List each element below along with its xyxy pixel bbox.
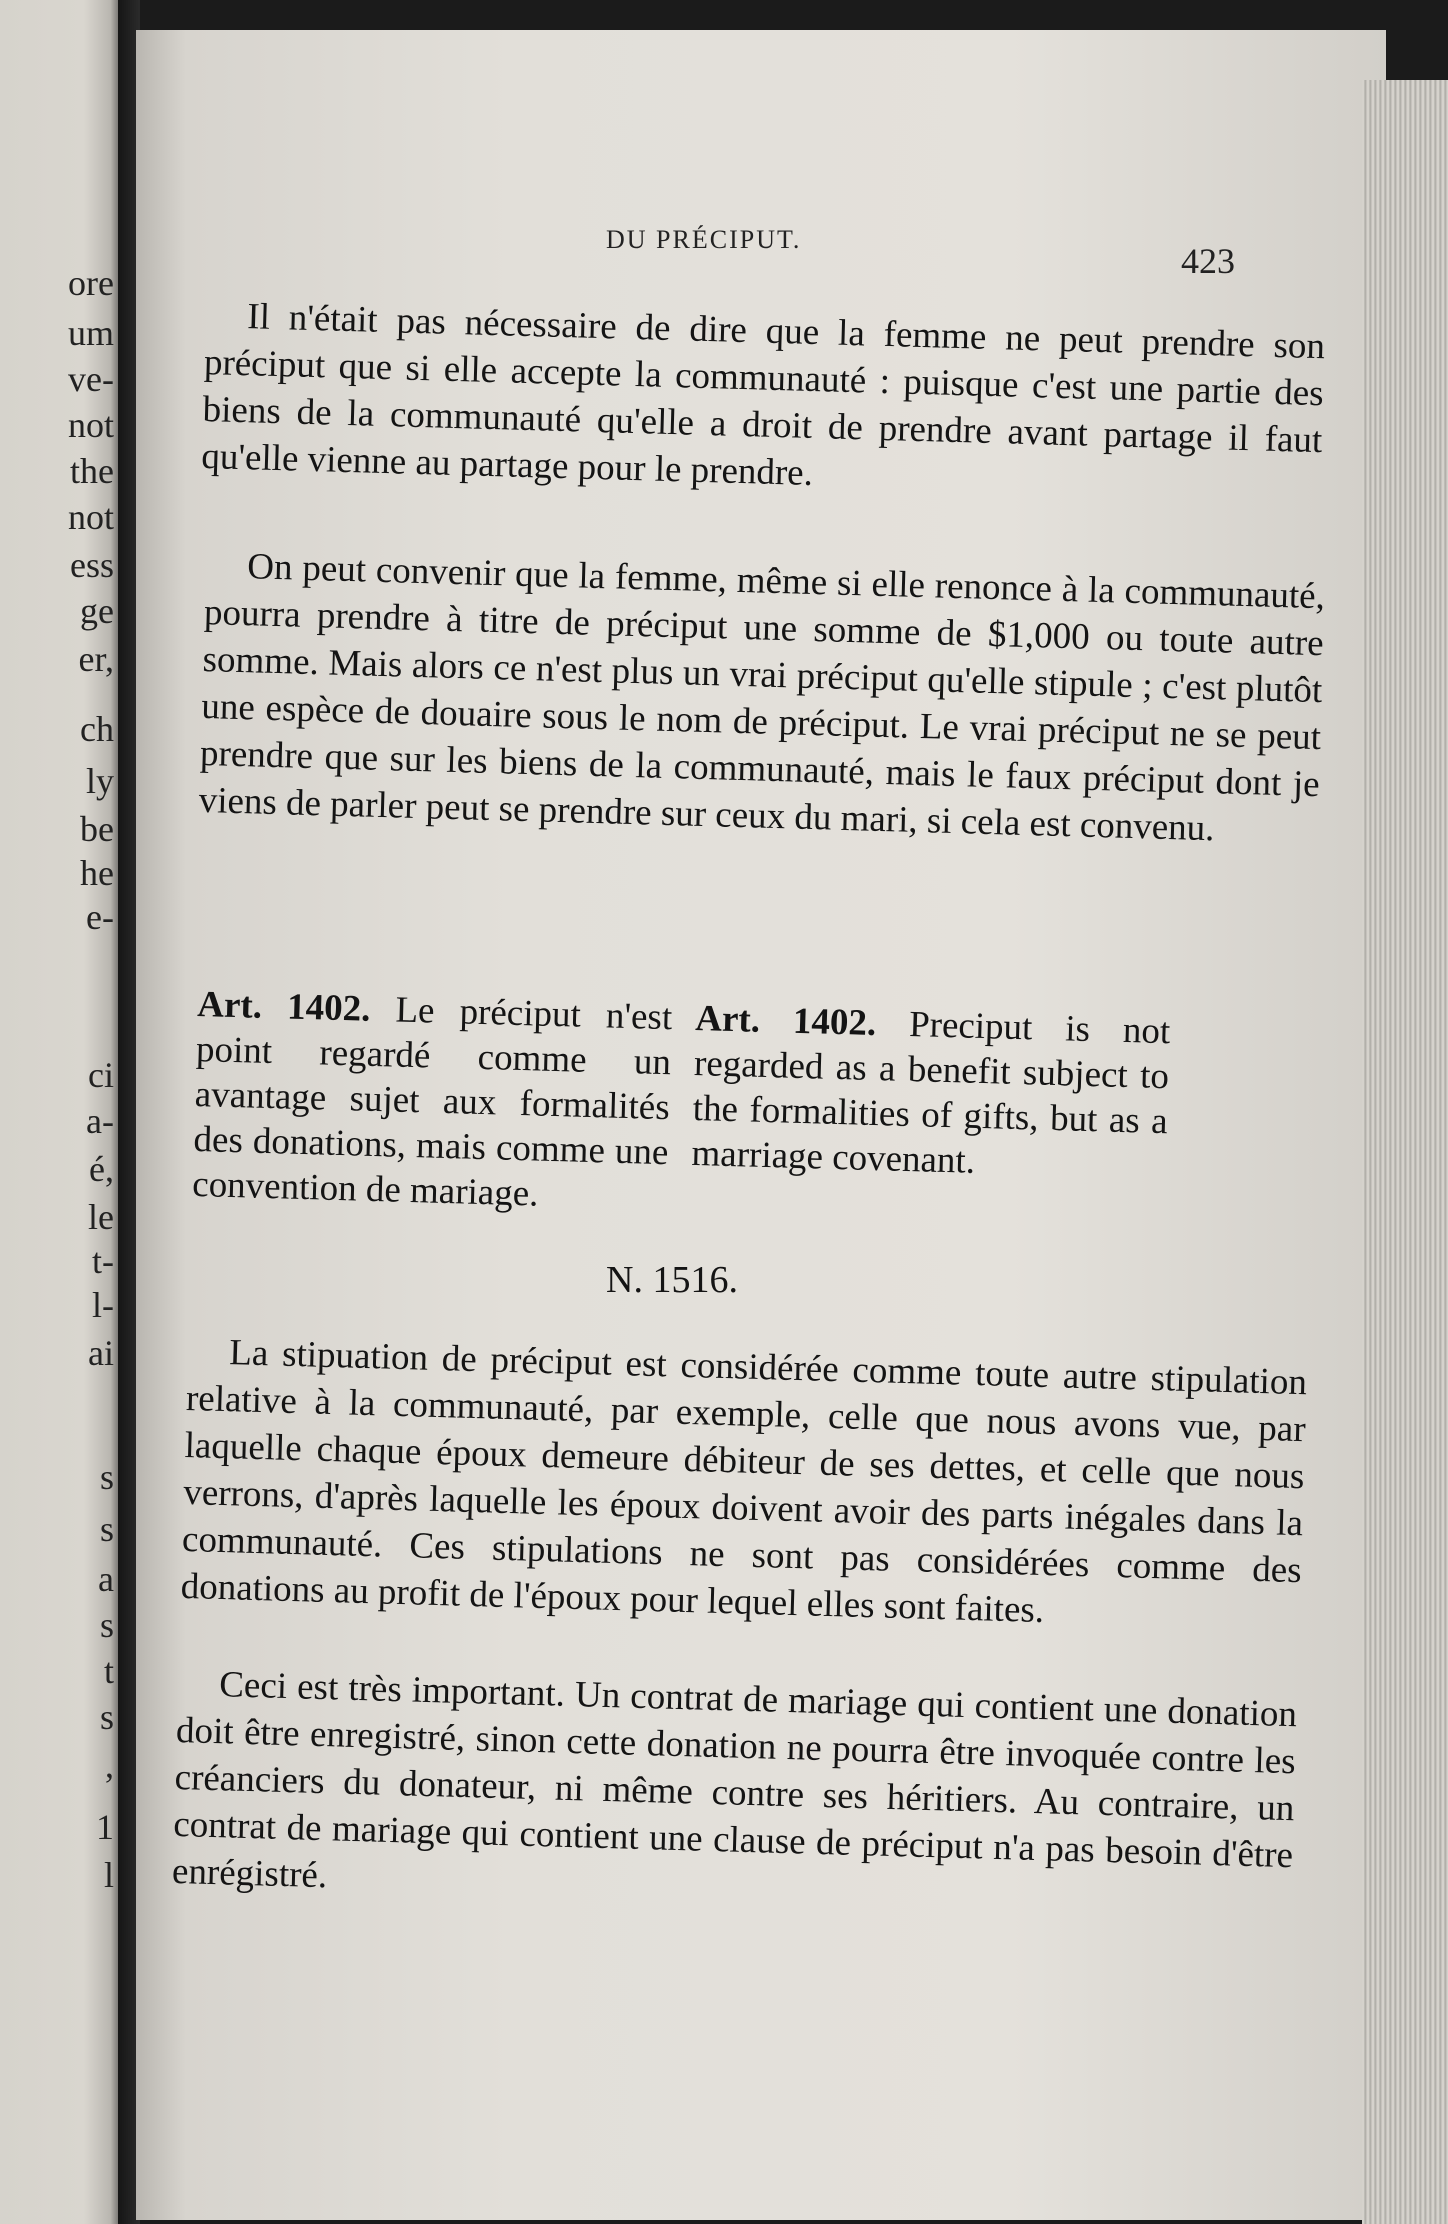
paragraph-1: Il n'était pas nécessaire de dire que la femme ne peut prendre son préciput que si elle accepte la communauté : puisque c'est une partie des biens de la communauté qu'elle a droit de prendre avant partage il faut qu'elle vienne au partage pour le prendre. xyxy=(200,296,1326,495)
paragraph-2: On peut convenir que la femme, même si elle renonce à la communauté, pourra prendre à titre de préciput une somme de $1,000 ou toute autre somme. Mais alors ce n'est plus un vrai préciput qu'elle stipule ; c'est plutôt une espèce de douaire sous le nom de préciput. Le vrai préciput ne se peut prendre que sur les biens de la communauté, mais le faux préciput dont je viens de parler peut se prendre sur ceux du mari, si cela est convenu. xyxy=(198,546,1326,850)
facing-page-fragment: t xyxy=(103,1651,114,1691)
article-french xyxy=(192,982,673,1220)
facing-page-fragment: ai xyxy=(88,1333,114,1373)
facing-page-fragment: ge xyxy=(80,591,114,631)
article-french-text: Le préciput n'est point regardé comme un avantage sujet aux formalités des donations, mais comme une convention de mariage. xyxy=(191,988,673,1215)
facing-page-fragment: he xyxy=(80,853,114,893)
article-english-ref: Art. 1402. xyxy=(694,997,877,1045)
facing-page-fragment: ore xyxy=(68,263,114,303)
facing-page-edge xyxy=(0,0,120,2224)
facing-page-fragment: er, xyxy=(78,639,114,679)
facing-page-fragment: a- xyxy=(86,1101,114,1141)
facing-page-fragment: l- xyxy=(92,1285,114,1325)
paragraph-3: La stipuation de préciput est considérée comme toute autre stipulation relative à la communauté, par exemple, celle que nous avons vue, par laquelle chaque époux demeure débiteur de ses dettes, et celle que nous verrons, d'après laquelle les époux doivent avoir des parts inégales dans la communauté. Ces stipulations ne sont pas considérées comme des donations au profit de l'époux pour lequel elles sont faites. xyxy=(180,1332,1308,1632)
facing-page-fragment: l xyxy=(103,1855,114,1895)
facing-page-fragment: s xyxy=(99,1457,114,1497)
facing-page-fragment: the xyxy=(70,451,114,491)
page-number: 423 xyxy=(1181,241,1235,281)
facing-page-fragment: 1 xyxy=(96,1807,114,1847)
facing-page-fragment: ch xyxy=(80,709,114,749)
facing-page-fragment: , xyxy=(105,1745,114,1785)
section-number: N. 1516. xyxy=(606,1259,738,1301)
facing-page-fragment: not xyxy=(67,405,114,445)
facing-page-fragment: e- xyxy=(86,897,114,937)
facing-page-fragment: é, xyxy=(89,1149,114,1189)
facing-page-fragment: s xyxy=(99,1605,114,1645)
facing-page-fragment: s xyxy=(99,1509,114,1549)
facing-page-fragment: be xyxy=(80,809,114,849)
facing-page-fragment: le xyxy=(88,1197,114,1237)
book-page xyxy=(136,30,1386,2220)
article-english-text: Preciput is not regarded as a benefit subject to the formalities of gifts, but as a marriage covenant. xyxy=(691,1003,1171,1182)
article-english xyxy=(691,996,1171,1189)
facing-page-fragment: s xyxy=(99,1697,114,1737)
facing-page-fragment: ci xyxy=(88,1055,114,1095)
facing-page-fragment: t- xyxy=(92,1241,114,1281)
facing-page-fragment: a xyxy=(98,1559,114,1599)
facing-page-fragment: ly xyxy=(85,761,114,801)
paragraph-4: Ceci est très important. Un contrat de mariage qui contient une donation doit être enregistré, sinon cette donation ne pourra être invoquée contre les créanciers du donateur, ni même contre ses héritiers. Au contraire, un contrat de mariage qui contient une clause de préciput n'a pas besoin d'être enrégistré. xyxy=(171,1664,1298,1897)
page-stack-edge xyxy=(1362,80,1448,2224)
article-french-ref: Art. 1402. xyxy=(196,983,371,1030)
facing-page-fragment: ess xyxy=(70,545,114,585)
facing-page-fragment: not xyxy=(67,497,114,537)
facing-page-fragment: ve- xyxy=(68,359,114,399)
running-head: DU PRÉCIPUT. xyxy=(606,225,802,254)
facing-page-fragment: um xyxy=(67,313,114,353)
